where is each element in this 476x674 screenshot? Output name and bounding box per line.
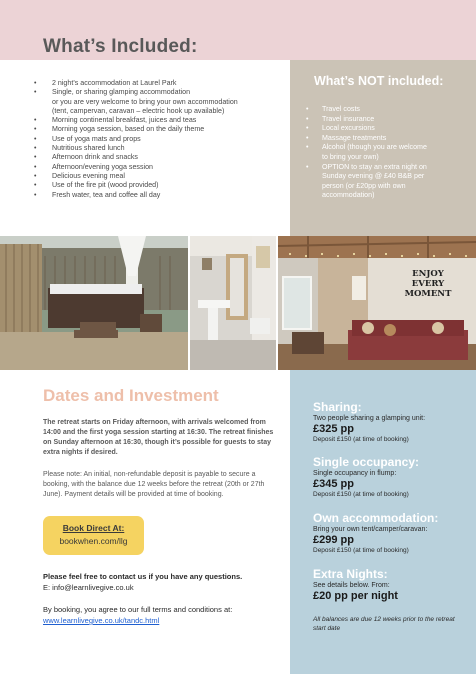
single-price: £345 pp [313, 478, 354, 490]
photo-strip [0, 236, 476, 370]
list-item: • Massage treatments [306, 133, 387, 142]
list-item: • Nutritious shared lunch [34, 144, 125, 153]
booking-url[interactable]: bookwhen.com/llg [59, 536, 128, 546]
own-deposit: Deposit £150 (at time of booking) [313, 547, 409, 554]
list-item: • 2 night’s accommodation at Laurel Park [34, 79, 177, 87]
wall-text-enjoy: ENJOY [412, 269, 444, 279]
list-item: • Alcohol (though you are welcome [306, 143, 427, 152]
own-accommodation-price-block [313, 511, 438, 555]
deposit-paragraph: Please note: An initial, non-refundable deposit is payable to secure a booking, with the balance due 12 weeks before the retreat (20th or 27th June). Payment details will be provided at time of booking. [43, 471, 265, 498]
contact-email: E: info@learnlivegive.co.uk [43, 583, 134, 592]
single-desc: Single occupancy in flump: [313, 470, 397, 477]
schedule-paragraph: The retreat starts on Friday afternoon, with arrivals welcomed from 14:00 and the first yoga session starting at 16:30. The retreat finishes on Sunday afternoon at 16:30, though it’s possible for guests to stay extra nights if desired. [43, 419, 274, 456]
contact-block [43, 571, 242, 593]
sharing-price-block [313, 400, 425, 444]
included-list [34, 79, 238, 200]
page-title: What’s Included: [43, 36, 198, 57]
list-item: • OPTION to stay an extra night on [306, 162, 427, 171]
hot-tub-photo [0, 236, 188, 370]
dates-title: Dates and Investment [43, 386, 219, 405]
own-title: Own accommodation: [313, 511, 439, 525]
list-item: (tent, campervan, caravan – electric hook up available) [52, 106, 225, 115]
not-included-title: What’s NOT included: [314, 74, 444, 88]
extra-nights-price-block [313, 567, 398, 602]
list-item: Sunday evening @ £40 B&B per [322, 172, 425, 181]
sharing-price: £325 pp [313, 423, 354, 435]
not-included-section [290, 60, 476, 236]
balance-note: All balances are due 12 weeks prior to the retreat start date [313, 616, 455, 632]
list-item: • Morning yoga session, based on the daily theme [34, 125, 205, 134]
pricing-section [290, 370, 476, 674]
sharing-title: Sharing: [313, 400, 362, 414]
list-item: or you are very welcome to bring your own accommodation [52, 97, 238, 106]
sharing-deposit: Deposit £150 (at time of booking) [313, 436, 409, 443]
extra-title: Extra Nights: [313, 567, 388, 581]
included-section [0, 60, 290, 236]
own-desc: Bring your own tent/camper/caravan: [313, 526, 428, 533]
single-price-block [313, 455, 419, 499]
list-item: • Delicious evening meal [34, 171, 125, 180]
list-item: • Afternoon drink and snacks [34, 153, 138, 162]
own-price: £299 pp [313, 534, 354, 546]
sharing-desc: Two people sharing a glamping unit: [313, 415, 426, 422]
book-direct-button[interactable] [43, 516, 144, 555]
list-item: • Fresh water, tea and coffee all day [34, 190, 161, 199]
terms-text: By booking, you agree to our full terms and conditions at: [43, 605, 233, 614]
list-item: • Travel insurance [306, 114, 375, 123]
book-direct-label[interactable]: Book Direct At: [62, 523, 125, 533]
list-item: • Local excursions [306, 124, 375, 133]
dates-section [0, 370, 290, 674]
contact-question: Please feel free to contact us if you have any questions. [43, 572, 243, 581]
list-item: • Morning continental breakfast, juices and teas [34, 116, 197, 125]
bathroom-photo [190, 236, 276, 370]
list-item: • Afternoon/evening yoga session [34, 162, 153, 171]
list-item: person (or £20pp with own [322, 181, 406, 190]
lounge-photo [278, 236, 476, 370]
single-deposit: Deposit £150 (at time of booking) [313, 491, 409, 498]
list-item: • Travel costs [306, 105, 360, 113]
wall-text-every: EVERY [411, 279, 445, 289]
terms-block [43, 604, 232, 626]
extra-price: £20 pp per night [313, 590, 398, 602]
list-item: to bring your own) [322, 152, 379, 161]
wall-text-moment: MOMENT [404, 289, 452, 299]
extra-desc: See details below. From: [313, 582, 390, 589]
not-included-list [306, 105, 474, 201]
list-item: • Use of the fire pit (wood provided) [34, 181, 159, 190]
list-item: • Single, or sharing glamping accommodation [34, 88, 191, 97]
terms-link[interactable]: www.learnlivegive.co.uk/tandc.html [43, 616, 160, 625]
list-item: accommodation) [322, 191, 375, 200]
header-band [0, 0, 476, 60]
list-item: • Use of yoga mats and props [34, 134, 141, 143]
single-title: Single occupancy: [313, 455, 420, 469]
